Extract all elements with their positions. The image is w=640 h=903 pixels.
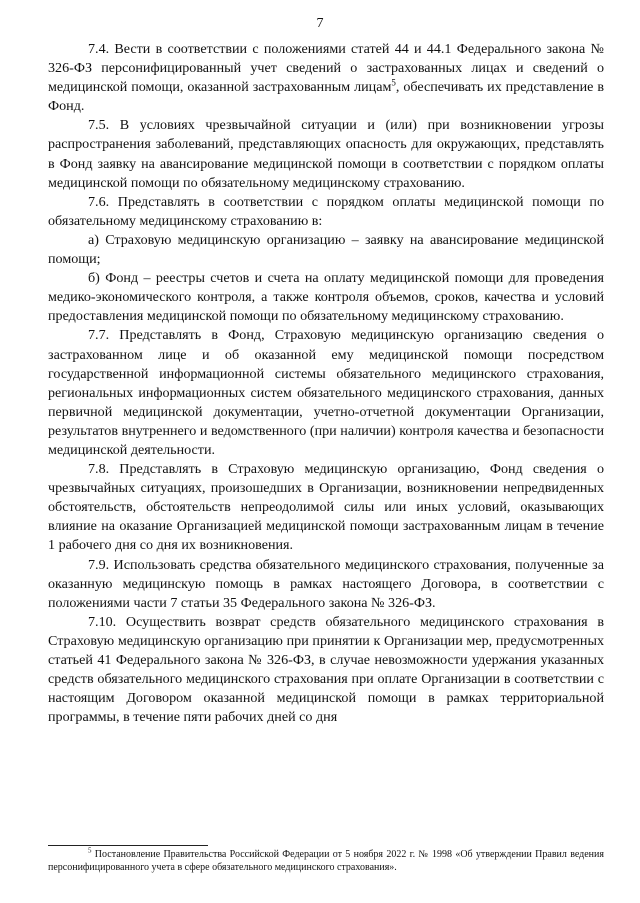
paragraph-7-8: 7.8. Представлять в Страховую медицинскую организацию, Фонд сведения о чрезвычайных ситуациях, произошедших в Организации, возникновении непредвиденных обстоятельств, обстоятельств непреодолимой силы или иных условий, оказывающих влияние на оказание Организацией медицинской помощи застрахованным лицам в течение 1 рабочего дня со дня их возникновения. [48, 461, 604, 554]
footnote-text: Постановление Правительства Российской Федерации от 5 ноября 2022 г. № 1998 «Об утверждении Правил ведения персонифицированного учета в сфере обязательного медицинского страхования». [48, 849, 604, 873]
paragraph-7-6-b: б) Фонд – реестры счетов и счета на оплату медицинской помощи для проведения медико-экономического контроля, а также контроля объемов, сроков, качества и условий предоставления медицинской помощи по обязательному медицинскому страхованию. [48, 270, 604, 325]
paragraph-7-7: 7.7. Представлять в Фонд, Страховую медицинскую организацию сведения о застрахованном лице и об оказанной ему медицинской помощи посредством государственной информационной системы обязательного медицинского страхования, региональных информационных систем обязательного медицинского страхования, данных первичной медицинской документации, учетно-отчетной документации Организации, результатов внутреннего и ведомственного (при наличии) контроля качества и безопасности медицинской деятельности. [48, 327, 604, 458]
paragraph-7-10: 7.10. Осуществить возврат средств обязательного медицинского страхования в Страховую медицинскую организацию при принятии к Организации мер, предусмотренных статьей 41 Федерального закона № 326-ФЗ, в случае невозможности удержания указанных средств обязательного медицинского страхования при оплате Организации в соответствии с настоящим Договором оказанной медицинской помощи в рамках территориальной программы, в течение пяти рабочих дней со дня [48, 613, 604, 726]
footnote-mark: 5 [88, 846, 92, 855]
paragraph-7-6: 7.6. Представлять в соответствии с порядком оплаты медицинской помощи по обязательному медицинскому страхованию в: [48, 193, 604, 229]
paragraph-7-4 [48, 40, 604, 116]
page-number: 7 [316, 16, 324, 31]
paragraph-text-tail: , обеспечивать их представление в Фонд. [48, 79, 604, 115]
footnote-divider [48, 845, 208, 846]
paragraph-text: 7.4. Вести в соответствии с положениями статей 44 и 44.1 Федерального закона № 326-ФЗ персонифицированный учет сведений о застрахованных лицах и сведений о медицинской помощи, оказанной застрахованным лицам [48, 41, 604, 96]
paragraph-7-6-a: а) Страховую медицинскую организацию – заявку на авансирование медицинской помощи; [48, 231, 604, 268]
footnote-reference: 5 [391, 77, 396, 88]
paragraph-7-9: 7.9. Использовать средства обязательного медицинского страхования, полученные за оказанную медицинскую помощь в рамках настоящего Договора, в соответствии с положениями части 7 статьи 35 Федерального закона № 326-ФЗ. [48, 556, 604, 611]
document-body [48, 40, 604, 727]
footnote [48, 846, 604, 874]
paragraph-7-5: 7.5. В условиях чрезвычайной ситуации и (или) при возникновении угрозы распространения заболеваний, представляющих опасность для окружающих, представлять в Фонд заявку на авансирование медицинской помощи в соответствии с порядком оплаты медицинской помощи по обязательному медицинскому страхованию. [48, 117, 604, 191]
